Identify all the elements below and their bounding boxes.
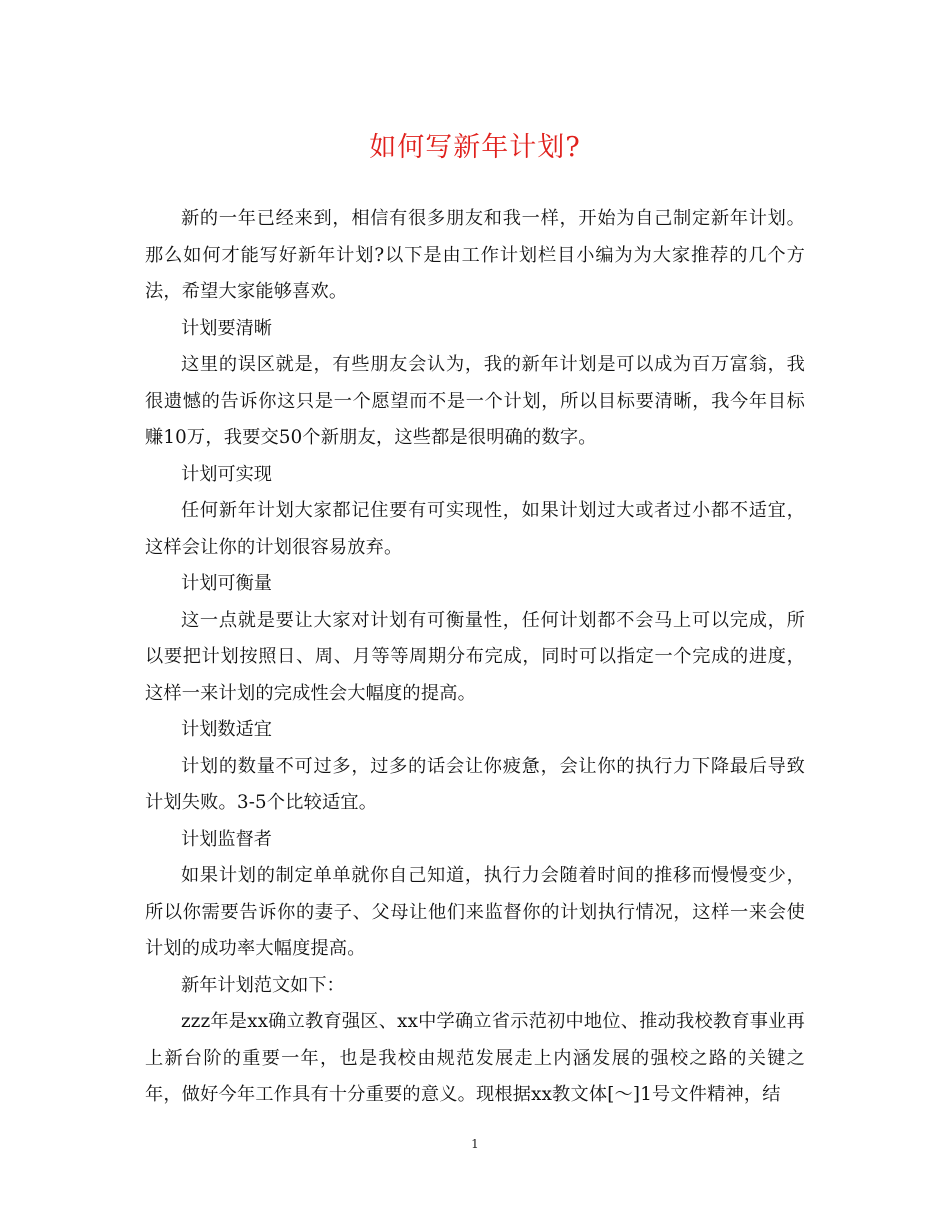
section-paragraph-clear: 这里的误区就是，有些朋友会认为，我的新年计划是可以成为百万富翁，我很遗憾的告诉你这只是一个愿望而不是一个计划，所以目标要清晰，我今年目标赚10万，我要交50个新朋友，这些都是很明确的数字。: [145, 354, 805, 448]
page-number: 1: [471, 1137, 479, 1151]
page-title: 如何写新年计划?: [369, 132, 581, 163]
section-heading-clear: 计划要清晰: [181, 317, 272, 339]
section-heading-achievable: 计划可实现: [181, 463, 272, 485]
intro-paragraph: 新的一年已经来到，相信有很多朋友和我一样，开始为自己制定新年计划。那么如何才能写好新年计划?以下是由工作计划栏目小编为为大家推荐的几个方法，希望大家能够喜欢。: [145, 208, 805, 302]
section-paragraph-supervisor: 如果计划的制定单单就你自己知道，执行力会随着时间的推移而慢慢变少，所以你需要告诉你的妻子、父母让他们来监督你的计划执行情况，这样一来会使计划的成功率大幅度提高。: [145, 865, 805, 959]
sample-paragraph: zzz年是xx确立教育强区、xx中学确立省示范初中地位、推动我校教育事业再上新台阶的重要一年，也是我校由规范发展走上内涵发展的强校之路的关键之年，做好今年工作具有十分重要的意义。现根据xx教文体[～]1号文件精神，结: [145, 1011, 805, 1105]
document-body: [145, 201, 805, 1114]
section-heading-measurable: 计划可衡量: [181, 573, 272, 594]
section-heading-supervisor: 计划监督者: [181, 828, 272, 850]
section-paragraph-achievable: 任何新年计划大家都记住要有可实现性，如果计划过大或者过小都不适宜，这样会让你的计划很容易放弃。: [145, 500, 805, 558]
section-heading-sample: 新年计划范文如下：: [181, 974, 345, 996]
section-paragraph-quantity: 计划的数量不可过多，过多的话会让你疲惫，会让你的执行力下降最后导致计划失败。3-5个比较适宜。: [145, 755, 805, 813]
section-heading-quantity: 计划数适宜: [181, 719, 272, 740]
section-paragraph-measurable: 这一点就是要让大家对计划有可衡量性，任何计划都不会马上可以完成，所以要把计划按照日、周、月等等周期分布完成，同时可以指定一个完成的进度，这样一来计划的完成性会大幅度的提高。: [145, 609, 805, 704]
